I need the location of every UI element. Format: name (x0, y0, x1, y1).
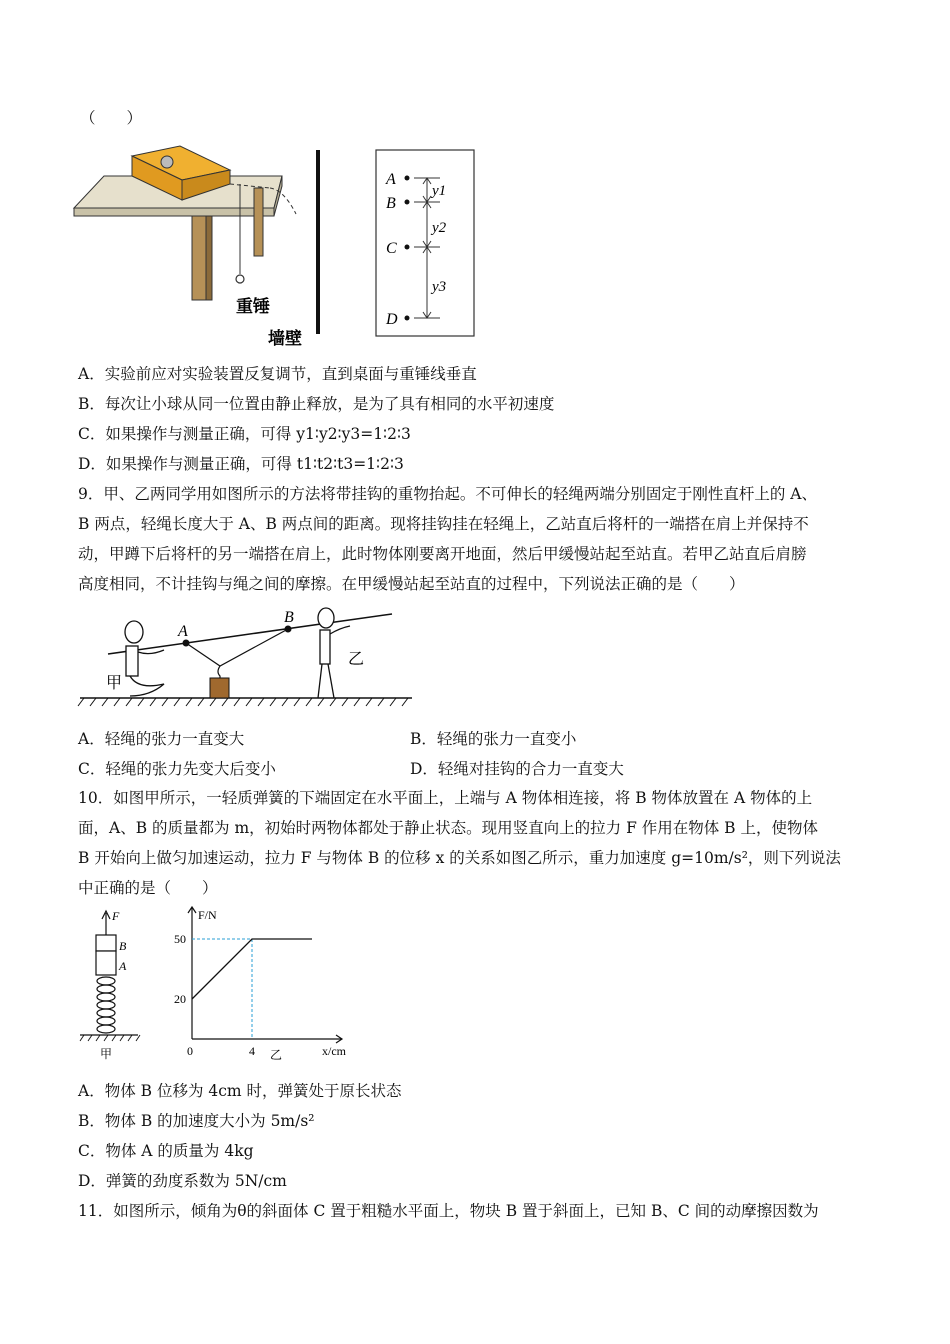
answer-paren: （ ） (80, 109, 143, 127)
q10-line-3: B 开始向上做匀加速运动，拉力 F 与物体 B 的位移 x 的关系如图乙所示，重力加速度 g=10m/s²，则下列说法 (78, 849, 841, 867)
q8-option-b: B．每次让小球从同一位置由静止释放，是为了具有相同的水平初速度 (78, 395, 555, 413)
q10-stem (78, 783, 878, 903)
q9-line-3: 动，甲蹲下后将杆的另一端搭在肩上，此时物体刚要离开地面，然后甲缓慢站起至站直。若甲乙站直后肩膀 (78, 545, 807, 563)
q10-option-a: A．物体 B 位移为 4cm 时，弹簧处于原长状态 (78, 1082, 402, 1100)
q9-line-2: B 两点，轻绳长度大于 A、B 两点间的距离。现将挂钩挂在轻绳上，乙站直后将杆的一端搭在肩上并保持不 (78, 515, 809, 533)
spring-icon (97, 977, 115, 1033)
x-tick-0: 0 (187, 1044, 193, 1058)
y-axis-label: F/N (198, 908, 217, 922)
q10-option-b: B．物体 B 的加速度大小为 5m/s² (78, 1112, 315, 1130)
point-b-label: B (386, 195, 396, 212)
q8-figure (74, 140, 494, 350)
q9-option-b: B．轻绳的张力一直变小 (410, 730, 577, 748)
q10-option-d: D．弹簧的劲度系数为 5N/cm (78, 1172, 287, 1190)
chart-caption: 乙 (270, 1048, 283, 1062)
point-d-label: D (386, 311, 398, 328)
q10-force-chart (170, 905, 350, 1065)
block-a-label: A (119, 959, 127, 973)
q9-figure (78, 610, 418, 720)
q9-option-c: C．轻绳的张力先变大后变小 (78, 760, 276, 778)
plumb-bob-icon (236, 275, 244, 283)
wall-label: 墙壁 (268, 329, 302, 349)
q9-line-1: 9．甲、乙两同学用如图所示的方法将带挂钩的重物抬起。不可伸长的轻绳两端分别固定于刚性直杆上的 A、 (78, 485, 817, 503)
q10-option-c: C．物体 A 的质量为 4kg (78, 1142, 254, 1160)
q10-line-4: 中正确的是（ ） (78, 879, 218, 897)
person-right-label: 乙 (348, 651, 365, 668)
block-b-label: B (119, 939, 127, 953)
force-f-label: F (112, 909, 120, 923)
x-tick-4: 4 (249, 1044, 255, 1058)
point-c-label: C (386, 240, 397, 257)
rod-point-b: B (284, 609, 294, 626)
q9-option-d: D．轻绳对挂钩的合力一直变大 (410, 760, 624, 778)
q8-option-a: A．实验前应对实验装置反复调节，直到桌面与重锤线垂直 (78, 365, 477, 383)
q9-option-a: A．轻绳的张力一直变大 (78, 730, 245, 748)
q10-line-1: 10．如图甲所示，一轻质弹簧的下端固定在水平面上，上端与 A 物体相连接，将 B 物体放置在 A 物体的上 (78, 789, 813, 807)
ball-icon (161, 156, 173, 168)
fig-left-caption: 甲 (100, 1047, 113, 1061)
y-tick-20: 20 (174, 992, 186, 1006)
q10-spring-figure (76, 905, 166, 1065)
gap-y2-label: y2 (432, 220, 447, 236)
q11-line-1: 11．如图所示，倾角为θ的斜面体 C 置于粗糙水平面上，物块 B 置于斜面上，已知 B、C 间的动摩擦因数为 (78, 1202, 819, 1220)
rod-point-a: A (178, 623, 188, 640)
gap-y1-label: y1 (432, 183, 447, 199)
q9-line-4: 高度相同，不计挂钩与绳之间的摩擦。在甲缓慢站起至站直的过程中，下列说法正确的是（ ） (78, 575, 745, 593)
x-axis-label: x/cm (322, 1044, 346, 1058)
q8-option-c: C．如果操作与测量正确，可得 y1∶y2∶y3=1∶2∶3 (78, 425, 411, 443)
point-a-label: A (386, 171, 396, 188)
gap-y3-label: y3 (432, 279, 447, 295)
q10-line-2: 面，A、B 的质量都为 m，初始时两物体都处于静止状态。现用竖直向上的拉力 F 作用在物体 B 上，使物体 (78, 819, 818, 837)
q9-stem (78, 479, 878, 599)
weight-block (210, 678, 229, 698)
person-left-label: 甲 (106, 675, 123, 692)
weight-label: 重锤 (236, 297, 270, 317)
q8-option-d: D．如果操作与测量正确，可得 t1∶t2∶t3=1∶2∶3 (78, 455, 404, 473)
y-tick-50: 50 (174, 932, 186, 946)
